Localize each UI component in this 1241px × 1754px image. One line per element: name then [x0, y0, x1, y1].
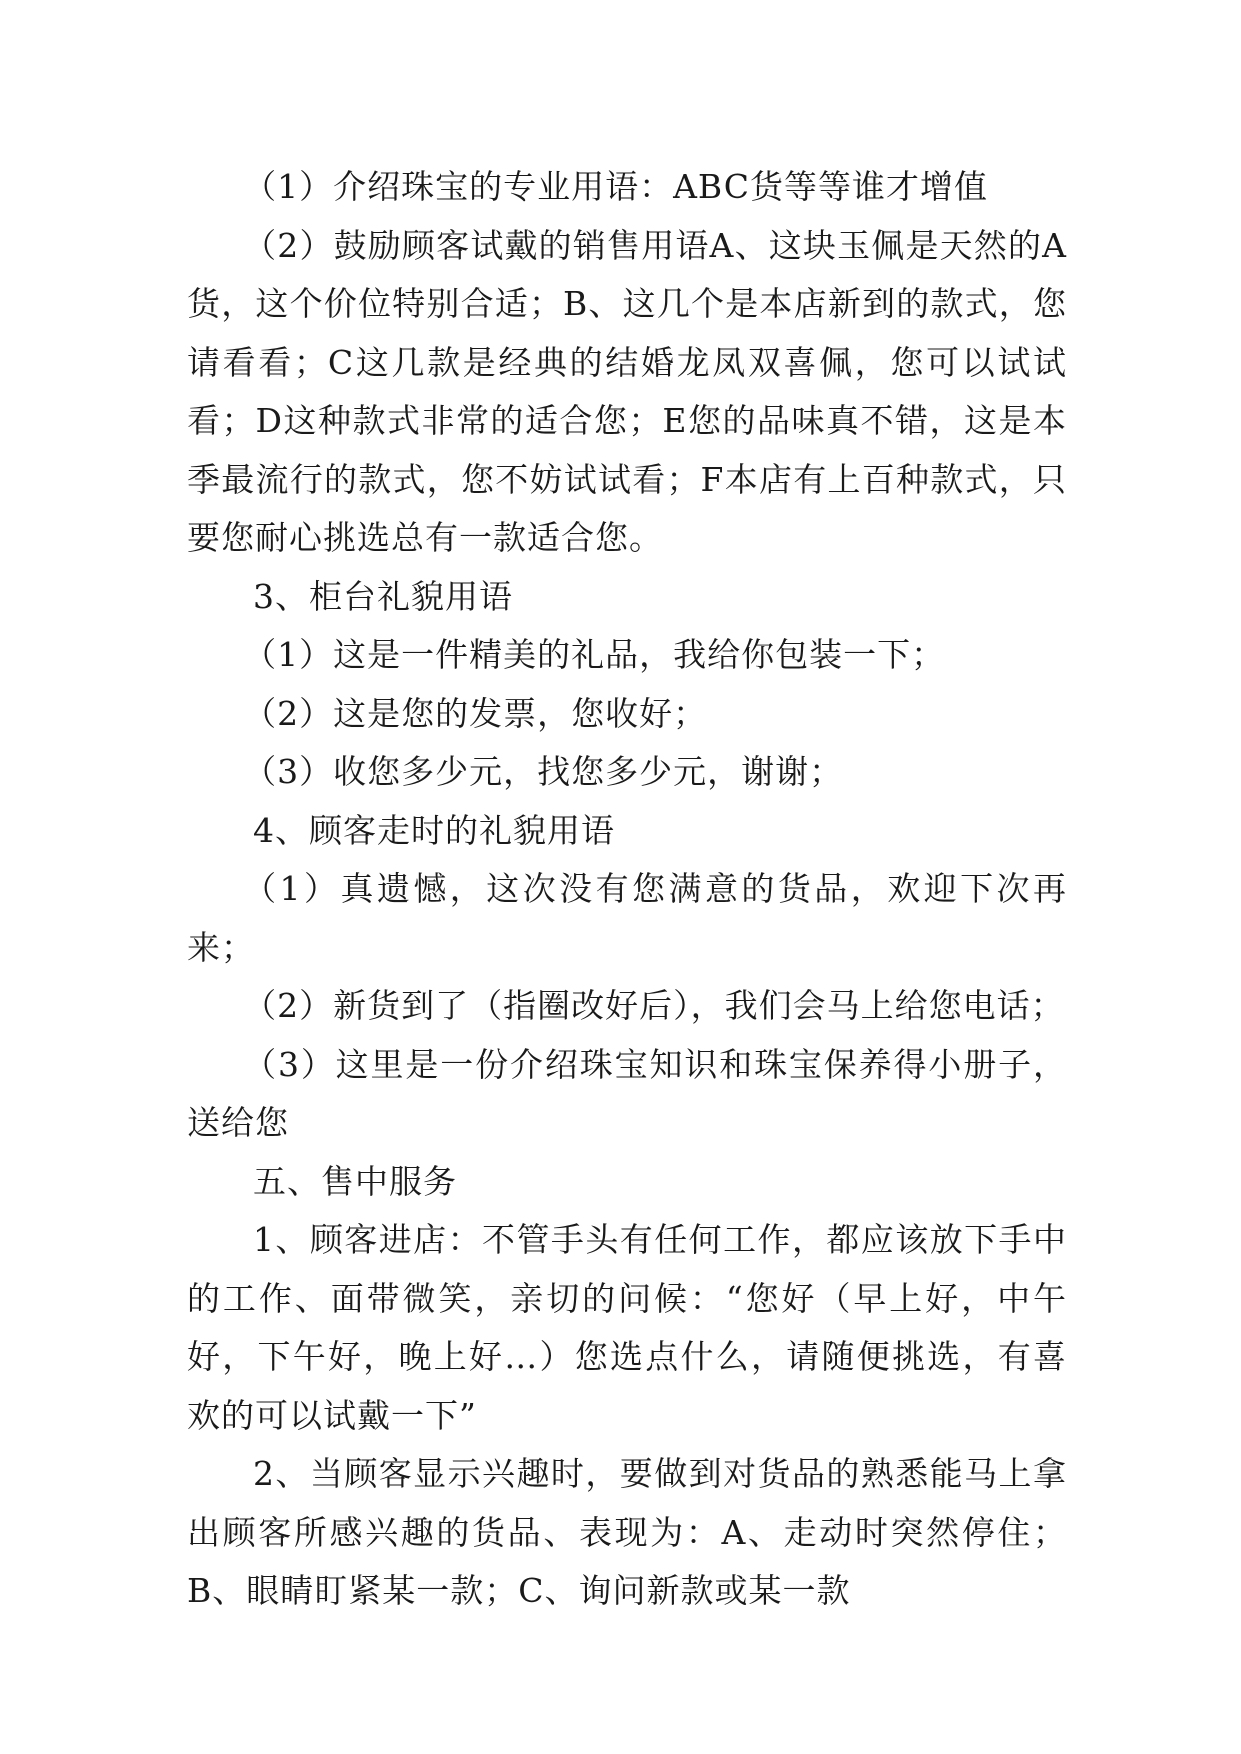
paragraph-counter-courtesy-1: （1）这是一件精美的礼品，我给你包装一下；: [243, 635, 946, 674]
paragraph-customer-enters: 1、顾客进店：不管手头有任何工作，都应该放下手中的工作、面带微笑，亲切的问候：“您好（早上好，中午好，下午好，晚上好…）您选点什么，请随便挑选，有喜欢的可以试戴一下”: [187, 1220, 1067, 1435]
paragraph-try-on-phrases: （2）鼓励顾客试戴的销售用语A、这块玉佩是天然的A货，这个价位特别合适；B、这几个是本店新到的款式，您请看看；C这几款是经典的结婚龙凤双喜佩，您可以试试看；D这种款式非常的适合您；E您的品味真不错，这是本季最流行的款式，您不妨试试看；F本店有上百种款式，只要您耐心挑选总有一款适合您。: [187, 225, 1067, 557]
heading-farewell-courtesy: 4、顾客走时的礼貌用语: [253, 810, 615, 850]
heading-counter-courtesy: 3、柜台礼貌用语: [253, 576, 513, 616]
heading-in-sale-service: 五、售中服务: [253, 1161, 457, 1201]
paragraph-farewell-courtesy-2: （2）新货到了（指圈改好后），我们会马上给您电话；: [243, 986, 1065, 1025]
paragraph-customer-interest: 2、当顾客显示兴趣时，要做到对货品的熟悉能马上拿出顾客所感兴趣的货品、表现为：A、走动时突然停住；B、眼睛盯紧某一款；C、询问新款或某一款: [187, 1454, 1067, 1610]
paragraph-counter-courtesy-3: （3）收您多少元，找您多少元，谢谢；: [243, 752, 844, 791]
document-body: [187, 158, 1067, 1621]
paragraph-farewell-courtesy-1: （1）真遗憾，这次没有您满意的货品，欢迎下次再来；: [187, 869, 1067, 967]
paragraph-professional-terms: （1）介绍珠宝的专业用语：ABC货等等谁才增值: [243, 167, 989, 206]
paragraph-counter-courtesy-2: （2）这是您的发票，您收好；: [243, 693, 708, 733]
paragraph-farewell-courtesy-3: （3）这里是一份介绍珠宝知识和珠宝保养得小册子，送给您: [187, 1044, 1067, 1142]
